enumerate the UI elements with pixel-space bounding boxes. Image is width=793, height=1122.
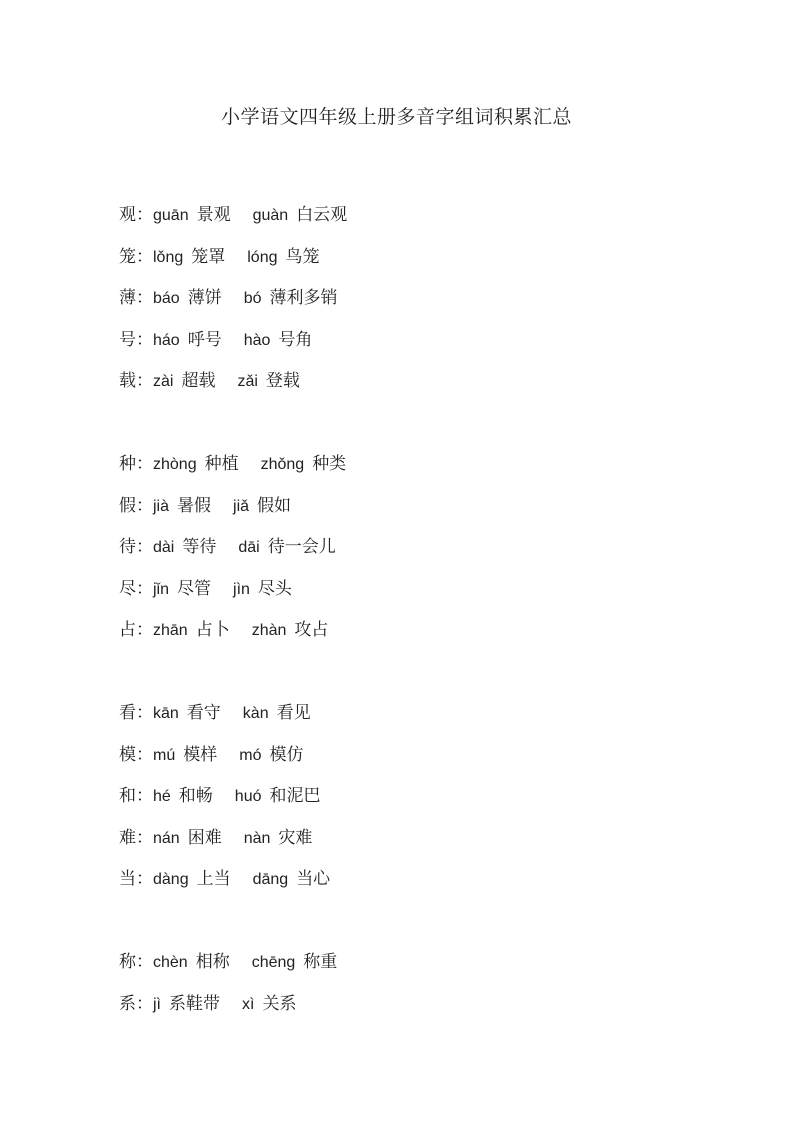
entry-separator: ： (136, 495, 153, 516)
entry-separator: ： (136, 205, 153, 225)
reading-2-word: 当心 (296, 869, 331, 890)
reading-1-pinyin: hé (153, 788, 171, 806)
entry-character: 尽 (119, 578, 136, 599)
entry-character: 称 (119, 951, 136, 972)
reading-1-word: 困难 (187, 827, 222, 848)
reading-2-word: 关系 (262, 993, 297, 1014)
entry-separator: ： (136, 620, 153, 641)
reading-1-pinyin: jǐn (153, 580, 170, 598)
entry-character: 系 (119, 993, 136, 1014)
reading-1-word: 薄饼 (187, 288, 222, 309)
reading-2-pinyin: jìn (233, 580, 250, 598)
entry-separator: ： (136, 288, 153, 309)
polyphone-entry (119, 244, 719, 286)
reading-2-word: 号角 (278, 329, 313, 350)
reading-1-word: 看守 (186, 702, 221, 723)
reading-1-pinyin: dài (153, 539, 175, 557)
polyphone-entry (119, 451, 719, 493)
reading-2-pinyin: mó (239, 746, 262, 764)
entry-separator: ： (136, 578, 153, 599)
reading-2-pinyin: jiǎ (233, 497, 250, 515)
polyphone-group (119, 451, 719, 659)
polyphone-group (119, 700, 719, 908)
polyphone-entry (119, 700, 719, 742)
reading-2-pinyin: bó (243, 290, 262, 308)
reading-2-pinyin: chēng (251, 953, 296, 971)
reading-1-pinyin: zài (153, 373, 174, 391)
reading-2-word: 和泥巴 (269, 786, 321, 807)
entry-separator: ： (136, 786, 153, 807)
entry-separator: ： (136, 246, 153, 267)
entry-character: 和 (119, 786, 136, 807)
reading-1-pinyin: mú (153, 746, 176, 764)
entry-separator: ： (136, 329, 153, 350)
reading-1-pinyin: dàng (153, 871, 189, 889)
reading-2-pinyin: hào (243, 331, 271, 349)
reading-2-word: 灾难 (278, 827, 313, 848)
reading-1-pinyin: guān (153, 207, 189, 224)
polyphone-group (119, 202, 719, 410)
reading-2-word: 鸟笼 (285, 246, 320, 267)
entry-character: 看 (119, 702, 136, 723)
entry-separator: ： (136, 827, 153, 848)
reading-1-word: 模样 (183, 744, 218, 765)
reading-2-pinyin: dāi (238, 539, 260, 557)
reading-2-word: 白云观 (296, 205, 348, 225)
entry-character: 种 (119, 453, 136, 474)
reading-2-word: 称重 (303, 951, 338, 972)
polyphone-entry (119, 866, 719, 908)
polyphone-group (119, 949, 719, 1032)
entry-separator: ： (136, 744, 153, 765)
reading-2-pinyin: zhàn (251, 622, 287, 640)
polyphone-entry (119, 617, 719, 659)
reading-1-pinyin: jì (153, 995, 161, 1013)
entry-separator: ： (136, 453, 153, 474)
entry-character: 难 (119, 827, 136, 848)
reading-2-pinyin: xì (242, 995, 255, 1013)
reading-2-pinyin: lóng (247, 248, 278, 266)
page-title: 小学语文四年级上册多音字组词积累汇总 (220, 106, 572, 128)
reading-2-pinyin: dāng (252, 871, 289, 889)
entry-character: 占 (119, 620, 136, 641)
reading-1-word: 占卜 (195, 620, 230, 641)
reading-2-pinyin: nàn (243, 829, 271, 847)
polyphone-entry (119, 327, 719, 369)
entry-separator: ： (136, 951, 153, 972)
polyphone-entry (119, 783, 719, 825)
entry-character: 当 (119, 869, 136, 890)
reading-1-word: 等待 (182, 537, 217, 558)
reading-2-word: 假如 (257, 495, 292, 516)
polyphone-entry (119, 991, 719, 1033)
reading-1-word: 笼罩 (191, 246, 226, 267)
entry-character: 待 (119, 537, 136, 558)
entry-character: 载 (119, 371, 136, 392)
reading-1-pinyin: zhān (153, 622, 188, 640)
polyphone-entry (119, 949, 719, 991)
reading-2-pinyin: kàn (242, 704, 269, 722)
entry-separator: ： (136, 537, 153, 558)
polyphone-entry (119, 576, 719, 618)
polyphone-list (119, 202, 719, 1073)
reading-2-word: 薄利多销 (269, 288, 338, 309)
reading-2-pinyin: zǎi (237, 373, 258, 391)
reading-2-pinyin: zhǒng (260, 455, 305, 473)
polyphone-entry (119, 202, 719, 244)
entry-separator: ： (136, 993, 153, 1014)
reading-1-pinyin: jià (153, 497, 170, 515)
reading-1-word: 尽管 (177, 578, 212, 599)
reading-1-word: 呼号 (187, 329, 222, 350)
reading-1-pinyin: háo (153, 331, 180, 349)
reading-1-word: 上当 (196, 869, 231, 890)
polyphone-entry (119, 285, 719, 327)
reading-1-word: 相称 (195, 951, 230, 972)
reading-1-word: 种植 (204, 453, 239, 474)
reading-1-pinyin: báo (153, 290, 180, 308)
reading-2-word: 待一会儿 (267, 537, 336, 558)
entry-character: 观 (119, 205, 136, 225)
entry-character: 笼 (119, 246, 136, 267)
reading-2-pinyin: huó (234, 788, 262, 806)
reading-1-word: 和畅 (178, 786, 213, 807)
entry-separator: ： (136, 702, 153, 723)
reading-2-word: 模仿 (269, 744, 304, 765)
reading-1-word: 暑假 (177, 495, 212, 516)
polyphone-entry (119, 534, 719, 576)
reading-2-pinyin: guàn (252, 207, 289, 224)
reading-1-pinyin: lǒng (153, 248, 184, 266)
entry-separator: ： (136, 869, 153, 890)
entry-separator: ： (136, 371, 153, 392)
reading-1-pinyin: zhòng (153, 455, 197, 473)
reading-2-word: 登载 (265, 371, 300, 392)
reading-1-pinyin: kān (153, 704, 179, 722)
reading-2-word: 看见 (276, 702, 311, 723)
polyphone-entry (119, 493, 719, 535)
entry-character: 薄 (119, 288, 136, 309)
reading-2-word: 种类 (312, 453, 347, 474)
reading-2-word: 尽头 (257, 578, 292, 599)
polyphone-entry (119, 825, 719, 867)
reading-1-word: 系鞋带 (169, 993, 220, 1014)
reading-1-word: 超载 (181, 371, 216, 392)
polyphone-entry (119, 368, 719, 410)
entry-character: 模 (119, 744, 136, 765)
entry-character: 假 (119, 495, 136, 516)
reading-1-pinyin: chèn (153, 953, 188, 971)
reading-1-word: 景观 (196, 205, 231, 225)
reading-1-pinyin: nán (153, 829, 180, 847)
entry-character: 号 (119, 329, 136, 350)
reading-2-word: 攻占 (294, 620, 329, 641)
polyphone-entry (119, 742, 719, 784)
